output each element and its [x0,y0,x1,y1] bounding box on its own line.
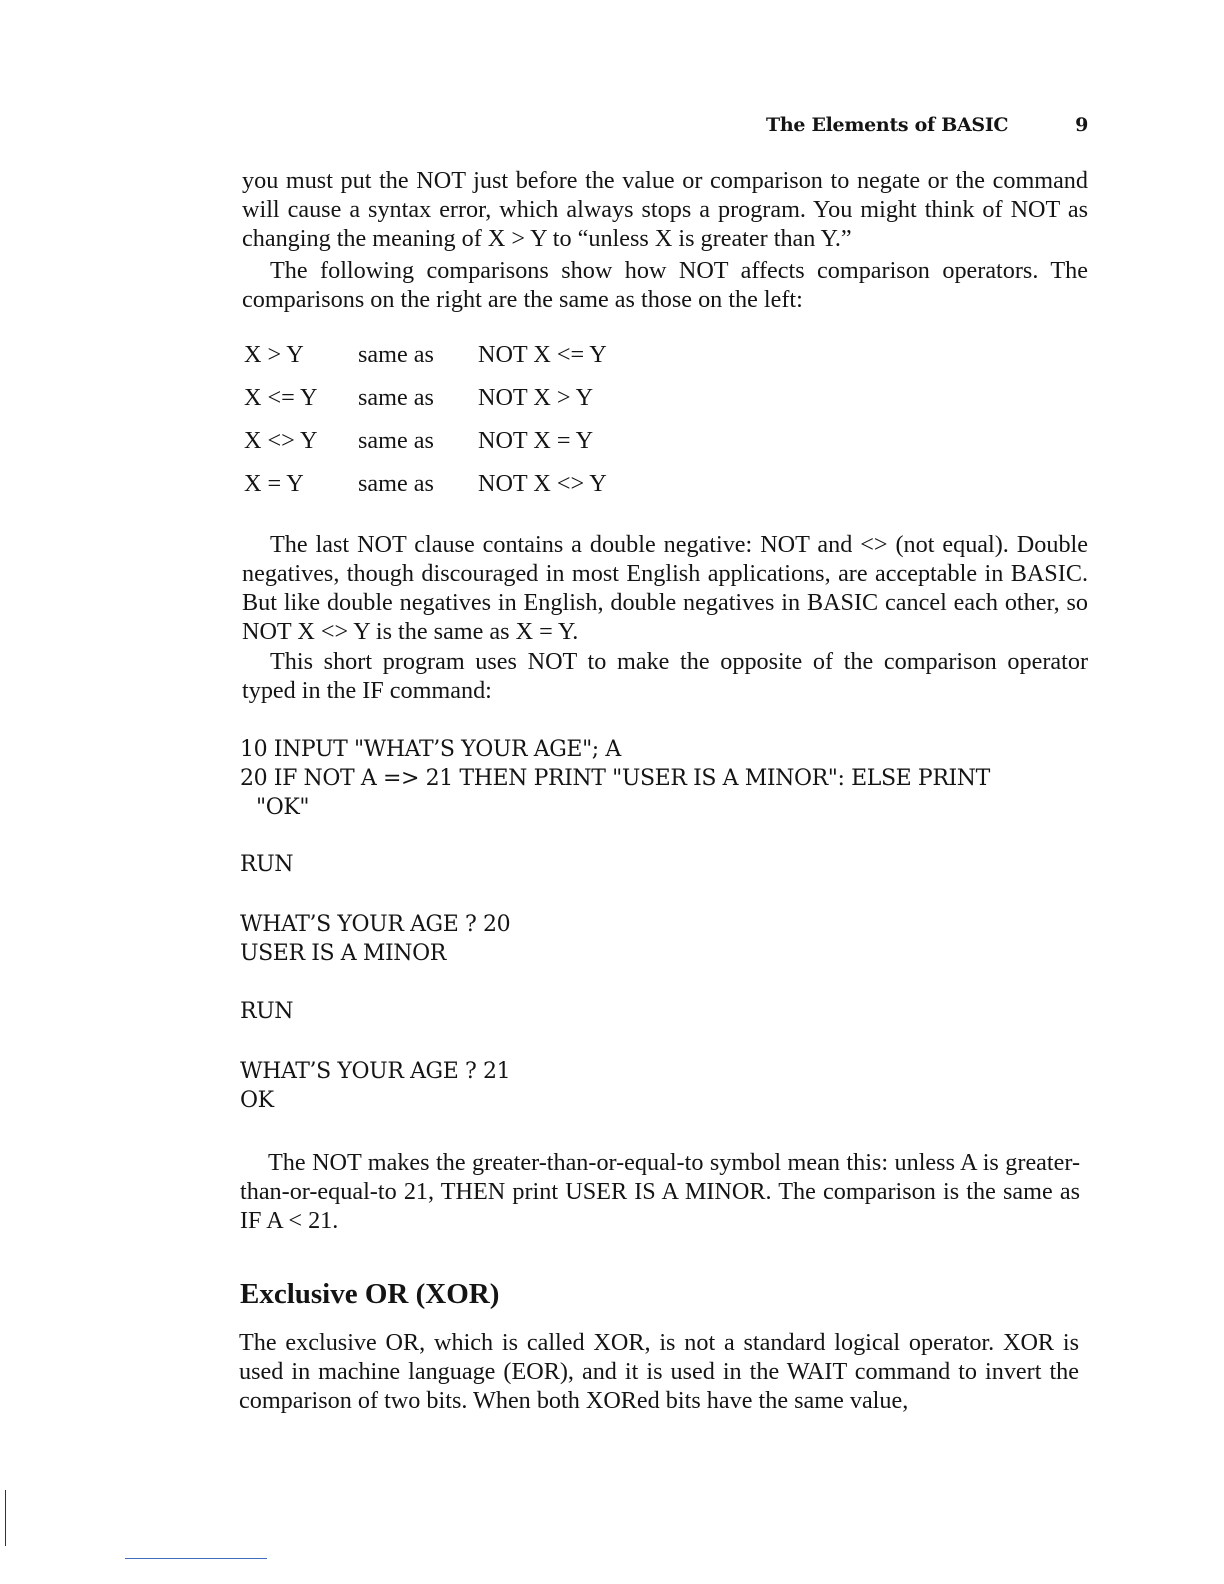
run-output [240,1057,1088,1115]
paragraph-xor-intro: The exclusive OR, which is called XOR, is not a standard logical operator. XOR is used in machine language (EOR), and it is used in the WAIT command to invert the comparison of two bits. When both XORed bits have the same value, [239,1329,1079,1414]
comparison-left: X <= Y [244,384,318,411]
run-command [240,850,1088,879]
comparison-same-as: same as [358,427,434,454]
minor-output-line: USER IS A MINOR [240,941,446,966]
paragraph-not-explanation: The NOT makes the greater-than-or-equal-to symbol mean this: unless A is greater-than-or-equal-to 21, THEN print USER IS A MINOR. The comparison is the same as IF A < 21. [240,1149,1080,1234]
code-line-20-continued: "OK" [256,795,310,820]
run-output [240,910,1088,968]
age-prompt-line: WHAT’S YOUR AGE ? 21 [240,1059,511,1084]
ok-output-line: OK [240,1088,274,1113]
comparison-same-as: same as [358,341,434,368]
code-line-10: 10 INPUT "WHAT’S YOUR AGE"; A [240,737,621,762]
paragraph-not-placement: you must put the NOT just before the value or comparison to negate or the command will cause a syntax error, which always stops a program. You might think of NOT as changing the meaning of X > Y to “unless X is greater than Y.” [242,167,1088,252]
age-prompt-line: WHAT’S YOUR AGE ? 20 [240,912,511,937]
comparison-same-as: same as [358,384,434,411]
comparison-right: NOT X <> Y [478,470,607,497]
section-heading: Exclusive OR (XOR) [240,1278,500,1310]
code-line-20: 20 IF NOT A => 21 THEN PRINT "USER IS A MINOR": ELSE PRINT [240,766,990,791]
page-number: 9 [1075,114,1088,136]
margin-mark [5,1490,6,1546]
run-command [240,997,1088,1026]
comparison-left: X = Y [244,470,304,497]
comparison-left: X <> Y [244,427,318,454]
footnote-rule [125,1558,267,1559]
comparison-same-as: same as [358,470,434,497]
run-line: RUN [240,999,294,1024]
paragraph-comparisons-intro: The following comparisons show how NOT affects comparison operators. The comparisons on the right are the same as those on the left: [242,257,1088,313]
running-title: The Elements of BASIC [766,114,1009,136]
run-line: RUN [240,852,294,877]
comparison-right: NOT X = Y [478,427,594,454]
paragraph-program-intro: This short program uses NOT to make the opposite of the comparison operator typed in the IF command: [242,648,1088,704]
paragraph-double-negative: The last NOT clause contains a double negative: NOT and <> (not equal). Double negatives, though discouraged in most English applications, are acceptable in BASIC. But like double negatives in English, double negatives in BASIC cancel each other, so NOT X <> Y is the same as X = Y. [242,531,1088,645]
comparison-right: NOT X <= Y [478,341,607,368]
comparison-left: X > Y [244,341,304,368]
program-listing [240,735,1088,822]
comparison-right: NOT X > Y [478,384,594,411]
